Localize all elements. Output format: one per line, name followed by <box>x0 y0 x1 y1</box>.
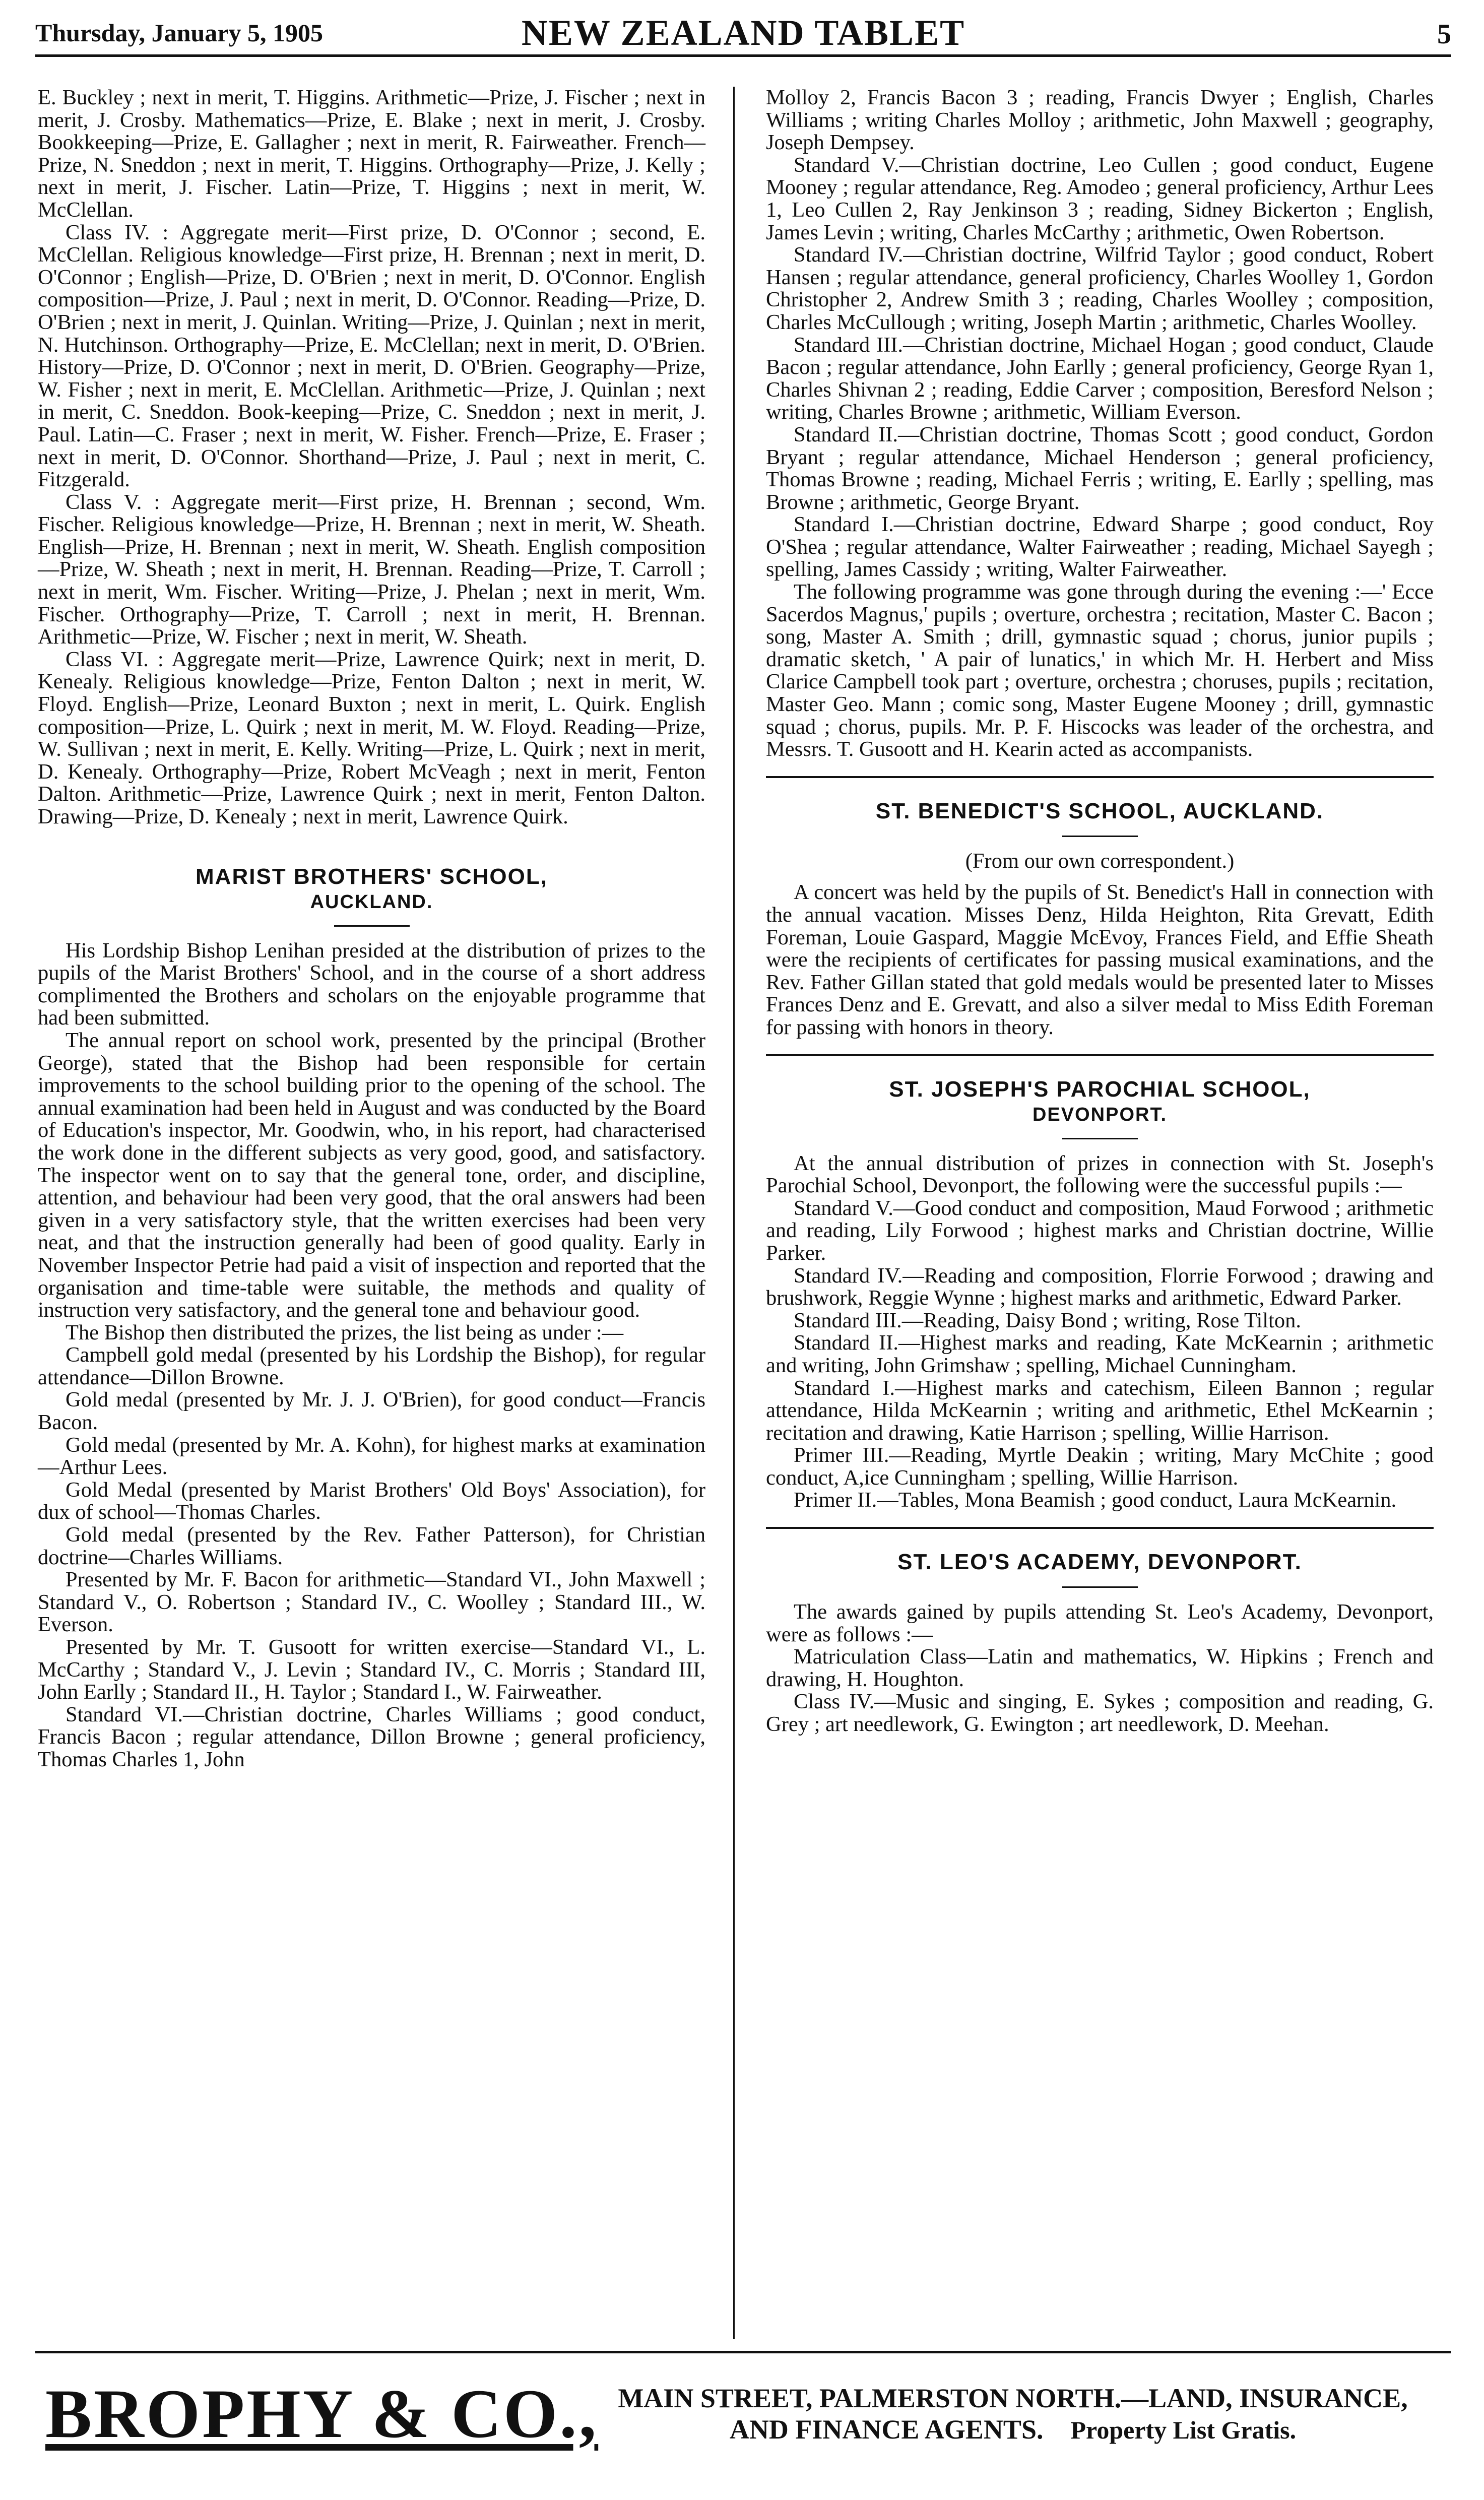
article-paragraph: Standard V.—Good conduct and composition, Maud Forwood ; arithmetic and reading, Lily Forwood ; highest marks and Christian doctrine, Willie Parker. <box>766 1196 1434 1265</box>
section-heading-leo: ST. LEO'S ACADEMY, DEVONPORT. <box>897 1550 1302 1575</box>
section-rule <box>766 1054 1434 1056</box>
advertisement-footer <box>35 2368 1451 2479</box>
article-paragraph: Campbell gold medal (presented by his Lordship the Bishop), for regular attendance—Dillon Browne. <box>38 1343 705 1389</box>
article-paragraph: Molloy 2, Francis Bacon 3 ; reading, Francis Dwyer ; English, Charles Williams ; writing Charles Molloy ; arithmetic, John Maxwell ; geography, Joseph Dempsey. <box>766 86 1434 155</box>
section-heading-joseph: ST. JOSEPH'S PAROCHIAL SCHOOL, <box>889 1076 1311 1102</box>
article-paragraph: A concert was held by the pupils of St. Benedict's Hall in connection with the annual vacation. Misses Denz, Hilda Heighton, Rita Grevatt, Edith Foreman, Louie Gaspard, Maggie McEvoy, Frances Field, and Effie Sheath were the recipients of certificates for passing musical examinations, and the Rev. Father Gillan stated that gold medals would be presented later to Misses Frances Denz and E. Grevatt, and also a silver medal to Miss Edith Foreman for passing with honors in theory. <box>766 880 1434 1039</box>
column-divider <box>733 87 735 2339</box>
article-paragraph: The following programme was gone through during the evening :—' Ecce Sacerdos Magnus,' pupils ; overture, orchestra ; recitation, Master C. Bacon ; song, Master A. Smith ; drill, gymnastic squad ; chorus, junior pupils ; dramatic sketch, ' A pair of lunatics,' in which Mr. H. Herbert and Miss Clarice Campbell took part ; overture, orchestra ; choruses, pupils ; recitation, Master Geo. Mann ; comic song, Master Eugene Mooney ; drill, gymnastic squad ; chorus, pupils. Mr. P. F. Hiscocks was leader of the orchestra, and Messrs. T. Gusoott and H. Kearin acted as accompanists. <box>766 580 1434 761</box>
article-paragraph: Gold Medal (presented by Marist Brothers' Old Boys' Association), for dux of school—Thomas Charles. <box>38 1478 705 1524</box>
article-paragraph: Standard V.—Christian doctrine, Leo Cullen ; good conduct, Eugene Mooney ; regular attendance, Reg. Amodeo ; general proficiency, Arthur Lees 1, Leo Cullen 2, Ray Jenkinson 3 ; reading, Sidney Bickerton ; English, James Levin ; writing, Charles McCarthy ; arithmetic, Owen Robertson. <box>766 153 1434 244</box>
article-paragraph: At the annual distribution of prizes in connection with St. Joseph's Parochial School, Devonport, the following were the successful pupils :— <box>766 1151 1434 1198</box>
advertiser-agents: AND FINANCE AGENTS. <box>729 2414 1044 2445</box>
article-paragraph: Presented by Mr. T. Gusoott for written exercise—Standard VI., L. McCarthy ; Standard V., J. Levin ; Standard IV., C. Morris ; Standard III, John Earlly ; Standard II., H. Taylor ; Standard I., W. Fairweather. <box>38 1635 705 1704</box>
advertiser-services <box>577 2414 1449 2446</box>
heading-rule <box>334 925 410 927</box>
heading-rule <box>1062 1138 1138 1139</box>
article-paragraph: Primer III.—Reading, Myrtle Deakin ; writing, Mary McChite ; good conduct, A,ice Cunningham ; spelling, Willie Harrison. <box>766 1443 1434 1490</box>
advertiser-details <box>577 2383 1449 2446</box>
article-paragraph: Standard IV.—Christian doctrine, Wilfrid Taylor ; good conduct, Robert Hansen ; regular attendance, general proficiency, Charles Woolley 1, Gordon Christopher 2, Andrew Smith 3 ; reading, Charles Woolley ; composition, Charles McCullough ; writing, Joseph Martin ; arithmetic, Charles Woolley. <box>766 243 1434 334</box>
section-heading-benedict: ST. BENEDICT'S SCHOOL, AUCKLAND. <box>875 798 1324 823</box>
newspaper-title: NEW ZEALAND TABLET <box>521 13 965 53</box>
section-gap <box>38 828 705 864</box>
right-column <box>766 87 1434 2339</box>
article-paragraph: Class V. : Aggregate merit—First prize, H. Brennan ; second, Wm. Fischer. Religious knowledge—Prize, H. Brennan ; next in merit, W. Sheath. English—Prize, H. Brennan ; next in merit, W. Sheath. English composition—Prize, W. Sheath ; next in merit, H. Brennan. Reading—Prize, T. Carroll ; next in merit, Wm. Fischer. Writing—Prize, J. Phelan ; next in merit, Wm. Fischer. Orthography—Prize, T. Carroll ; next in merit, H. Brennan. Arithmetic—Prize, W. Fischer ; next in merit, W. Sheath. <box>38 490 705 649</box>
masthead <box>35 9 1451 57</box>
article-paragraph: Class IV.—Music and singing, E. Sykes ; composition and reading, G. Grey ; art needlework, G. Ewington ; art needlework, D. Meehan. <box>766 1690 1434 1737</box>
section-subheading-joseph: DEVONPORT. <box>1032 1104 1168 1125</box>
article-paragraph: Standard II.—Highest marks and reading, Kate McKearnin ; arithmetic and writing, John Grimshaw ; spelling, Michael Cunningham. <box>766 1331 1434 1377</box>
article-paragraph: Gold medal (presented by Mr. J. J. O'Brien), for good conduct—Francis Bacon. <box>38 1388 705 1435</box>
article-paragraph: Class IV. : Aggregate merit—First prize, D. O'Connor ; second, E. McClellan. Religious knowledge—First prize, H. Brennan ; next in merit, D. O'Connor ; English—Prize, D. O'Brien ; next in merit, D. O'Connor. English composition—Prize, J. Paul ; next in merit, D. O'Connor. Reading—Prize, D. O'Brien ; next in merit, J. Quinlan. Writing—Prize, J. Quinlan ; next in merit, N. Hutchinson. Orthography—Prize, E. McClellan; next in merit, D. O'Brien. History—Prize, D. O'Connor ; next in merit, D. O'Brien. Geography—Prize, W. Fisher ; next in merit, E. McClellan. Arithmetic—Prize, J. Quinlan ; next in merit, C. Sneddon. Book-keeping—Prize, C. Sneddon ; next in merit, J. Paul. Latin—C. Fraser ; next in merit, W. Fisher. French—Prize, E. Fraser ; next in merit, D. O'Connor. Shorthand—Prize, J. Paul ; next in merit, C. Fitzgerald. <box>38 220 705 492</box>
left-column <box>38 87 705 2339</box>
section-rule <box>766 1527 1434 1529</box>
article-paragraph: Matriculation Class—Latin and mathematics, W. Hipkins ; French and drawing, H. Houghton. <box>766 1645 1434 1691</box>
section-heading-marist: MARIST BROTHERS' SCHOOL, <box>196 864 548 889</box>
advertiser-name: BROPHY & CO., <box>45 2375 599 2452</box>
article-paragraph: Gold medal (presented by Mr. A. Kohn), for highest marks at examination—Arthur Lees. <box>38 1433 705 1480</box>
article-paragraph: Standard IV.—Reading and composition, Florrie Forwood ; drawing and brushwork, Reggie Wynne ; highest marks and arithmetic, Edward Parker. <box>766 1263 1434 1310</box>
article-paragraph: Standard I.—Christian doctrine, Edward Sharpe ; good conduct, Roy O'Shea ; regular attendance, Walter Fairweather ; reading, Michael Sayegh ; spelling, James Cassidy ; writing, Walter Fairweather. <box>766 512 1434 582</box>
article-paragraph: Class VI. : Aggregate merit—Prize, Lawrence Quirk; next in merit, D. Kenealy. Religious knowledge—Prize, Fenton Dalton ; next in merit, W. Floyd. English—Prize, Leonard Buxton ; next in merit, L. Quirk. English composition—Prize, L. Quirk ; next in merit, M. W. Floyd. Reading—Prize, W. Sullivan ; next in merit, E. Kelly. Writing—Prize, L. Quirk ; next in merit, D. Kenealy. Orthography—Prize, Robert McVeagh ; next in merit, Fenton Dalton. Arithmetic—Prize, Lawrence Quirk ; next in merit, Fenton Dalton. Drawing—Prize, D. Kenealy ; next in merit, Lawrence Quirk. <box>38 647 705 828</box>
article-paragraph: The awards gained by pupils attending St. Leo's Academy, Devonport, were as follows :— <box>766 1600 1434 1646</box>
heading-rule <box>1062 1586 1138 1588</box>
article-paragraph: Standard VI.—Christian doctrine, Charles Williams ; good conduct, Francis Bacon ; regular attendance, Dillon Browne ; general proficiency, Thomas Charles 1, John <box>38 1702 705 1771</box>
footer-rule <box>35 2351 1451 2353</box>
article-paragraph: Standard III.—Christian doctrine, Michael Hogan ; good conduct, Claude Bacon ; regular attendance, John Earlly ; general proficiency, George Ryan 1, Charles Shivnan 2 ; reading, Eddie Carver ; composition, Beresford Nelson ; writing, Charles Browne ; arithmetic, William Everson. <box>766 333 1434 424</box>
section-subheading-marist: AUCKLAND. <box>310 891 433 913</box>
issue-date: Thursday, January 5, 1905 <box>35 19 323 47</box>
heading-rule <box>1062 836 1138 837</box>
advertiser-offer: Property List Gratis. <box>1070 2416 1297 2444</box>
article-paragraph: Standard II.—Christian doctrine, Thomas Scott ; good conduct, Gordon Bryant ; regular attendance, Michael Henderson ; general proficiency, Thomas Browne ; reading, Michael Ferris ; writing, E. Earlly ; spelling, mas Browne ; arithmetic, George Bryant. <box>766 422 1434 514</box>
article-paragraph: The annual report on school work, presented by the principal (Brother George), stated that the Bishop had been responsible for certain improvements to the school building prior to the opening of the school. The annual examination had been held in August and was conducted by the Board of Education's inspector, Mr. Goodwin, who, in his report, had characterised the work done in the different subjects as very good, good, and satisfactory. The inspector went on to say that the general tone, order, and discipline, attention, and behaviour had been very good, that the oral answers had been given in a very satisfactory style, that the written exercises had been very neat, and that the instruction generally had been of good quality. Early in November Inspector Petrie had paid a visit of inspection and reported that the organisation and time-table were suitable, the methods and quality of instruction very satisfactory, and the general tone and behaviour good. <box>38 1028 705 1322</box>
article-paragraph: Standard I.—Highest marks and catechism, Eileen Bannon ; regular attendance, Hilda McKearnin ; writing and arithmetic, Ethel McKearnin ; recitation and drawing, Katie Harrison ; spelling, Willie Harrison. <box>766 1376 1434 1445</box>
article-paragraph: His Lordship Bishop Lenihan presided at the distribution of prizes to the pupils of the Marist Brothers' School, and in the course of a short address complimented the Brothers and scholars on the enjoyable programme that had been submitted. <box>38 938 705 1030</box>
article-paragraph: Standard III.—Reading, Daisy Bond ; writing, Rose Tilton. <box>794 1308 1301 1332</box>
article-paragraph: Gold medal (presented by the Rev. Father Patterson), for Christian doctrine—Charles Williams. <box>38 1523 705 1569</box>
correspondent-line: (From our own correspondent.) <box>965 849 1235 873</box>
article-paragraph: Presented by Mr. F. Bacon for arithmetic—Standard VI., John Maxwell ; Standard V., O. Robertson ; Standard IV., C. Woolley ; Standard III., W. Everson. <box>38 1568 705 1637</box>
advertiser-address: MAIN STREET, PALMERSTON NORTH.—LAND, INSURANCE, <box>618 2383 1408 2413</box>
section-rule <box>766 776 1434 778</box>
page-number: 5 <box>1437 19 1451 50</box>
article-paragraph: The Bishop then distributed the prizes, the list being as under :— <box>66 1320 624 1344</box>
article-paragraph: Primer II.—Tables, Mona Beamish ; good conduct, Laura McKearnin. <box>794 1488 1397 1512</box>
article-paragraph: E. Buckley ; next in merit, T. Higgins. Arithmetic—Prize, J. Fischer ; next in merit, J. Crosby. Mathematics—Prize, E. Blake ; next in merit, J. Crosby. Bookkeeping—Prize, E. Gallagher ; next in merit, R. Fairweather. French—Prize, N. Sneddon ; next in merit, T. Higgins. Orthography—Prize, J. Kelly ; next in merit, J. Fischer. Latin—Prize, T. Higgins ; next in merit, W. McClellan. <box>38 86 705 222</box>
